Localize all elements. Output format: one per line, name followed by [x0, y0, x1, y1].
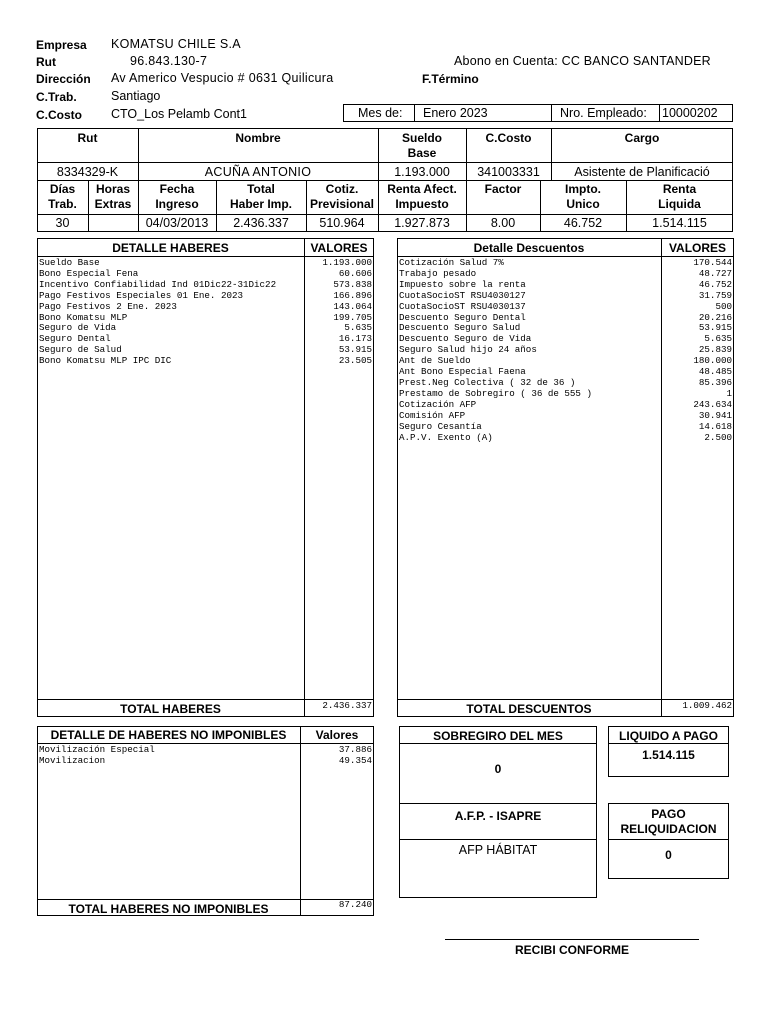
haber-item: Pago Festivos Especiales 01 Ene. 2023: [39, 290, 243, 301]
th-dias-trab: Días Trab.: [48, 182, 77, 211]
no-imponible-item: Movilizacion: [39, 755, 106, 766]
td-rut: 8334329-K: [56, 165, 119, 179]
haber-value: 16.173: [338, 334, 372, 345]
total-haberes-label: TOTAL HABERES: [120, 702, 221, 716]
haber-value: 1.193.000: [322, 258, 372, 268]
th-factor: Factor: [484, 182, 522, 196]
descuento-item: Ant Bono Especial Faena: [399, 367, 526, 378]
th-impto-unico: Impto. Unico: [565, 182, 601, 211]
td-renta-afect: 1.927.873: [394, 216, 450, 230]
descuento-item: CuotaSocioST RSU4030127: [399, 290, 526, 301]
ctrab-value: Santiago: [111, 89, 161, 103]
descuento-value: 2.500: [704, 432, 732, 443]
no-imponibles-valores-title: Valores: [315, 728, 359, 742]
no-imponibles-values: [302, 745, 372, 767]
descuento-value: 1: [726, 388, 732, 399]
descuento-item: Prest.Neg Colectiva ( 32 de 36 ): [399, 377, 576, 388]
haber-item: Pago Festivos 2 Ene. 2023: [39, 301, 177, 312]
mes-label: Mes de:: [358, 106, 403, 120]
recibi-conforme-label: RECIBI CONFORME: [515, 943, 629, 957]
td-renta-liquida: 1.514.115: [652, 216, 707, 230]
descuentos-title: Detalle Descuentos: [473, 241, 585, 255]
td-ccosto: 341003331: [477, 165, 540, 179]
haber-value: 53.915: [338, 345, 372, 356]
descuento-value: 85.396: [698, 377, 732, 388]
descuento-item: Seguro Cesantía: [399, 421, 482, 432]
descuento-item: Impuesto sobre la renta: [399, 279, 526, 290]
descuento-item: A.P.V. Exento (A): [399, 432, 493, 443]
descuento-item: CuotaSocioST RSU4030137: [399, 301, 526, 312]
descuento-item: Cotización AFP: [399, 399, 477, 410]
th-ccosto: C.Costo: [485, 131, 532, 145]
afp-isapre-value: AFP HÁBITAT: [458, 843, 538, 857]
no-imponible-item: Movilización Especial: [39, 745, 155, 755]
total-no-imponibles-label: TOTAL HABERES NO IMPONIBLES: [68, 902, 269, 916]
ctrab-label: C.Trab.: [36, 90, 77, 104]
th-fecha-ingreso: Fecha Ingreso: [155, 182, 199, 211]
haber-value: 573.838: [333, 279, 372, 290]
th-horas-extras: Horas Extras: [94, 182, 132, 211]
descuento-value: 48.727: [698, 268, 732, 279]
ccosto-label: C.Costo: [36, 108, 82, 122]
direccion-value: Av Americo Vespucio # 0631 Quilicura: [111, 71, 334, 85]
descuento-value: 243.634: [693, 399, 732, 410]
td-factor: 8.00: [490, 216, 516, 230]
no-imponible-value: 37.886: [338, 745, 372, 755]
descuentos-valores-title: VALORES: [668, 241, 727, 255]
sobregiro-title: SOBREGIRO DEL MES: [433, 729, 563, 743]
sobregiro-value: 0: [494, 762, 502, 776]
no-imponibles-title: DETALLE DE HABERES NO IMPONIBLES: [50, 728, 287, 742]
haber-item: Seguro de Salud: [39, 345, 122, 356]
th-nombre: Nombre: [235, 131, 281, 145]
th-sueldo-base: Sueldo Base: [401, 131, 442, 160]
td-impto-unico: 46.752: [563, 216, 603, 230]
descuentos-items: [399, 258, 659, 443]
td-dias-trab: 30: [55, 216, 70, 230]
ftermino-label: F.Término: [422, 72, 479, 86]
descuento-value: 170.544: [693, 258, 732, 268]
td-nombre: ACUÑA ANTONIO: [204, 165, 312, 179]
descuento-item: Prestamo de Sobregiro ( 36 de 555 ): [399, 388, 592, 399]
th-renta-afect: Renta Afect. Impuesto: [387, 182, 457, 211]
direccion-label: Dirección: [36, 72, 91, 86]
no-imponibles-items: [39, 745, 298, 767]
nro-empleado-value: 10000202: [662, 106, 718, 120]
td-fecha-ingreso: 04/03/2013: [145, 216, 209, 230]
total-no-imponibles-value: 87.240: [338, 899, 372, 910]
no-imponible-value: 49.354: [338, 755, 372, 766]
haberes-values: [306, 258, 372, 367]
th-cargo: Cargo: [624, 131, 660, 145]
empresa-label: Empresa: [36, 38, 87, 52]
reliquidacion-value: 0: [665, 848, 672, 862]
afp-isapre-title: A.F.P. - ISAPRE: [454, 809, 542, 823]
descuento-value: 25.839: [698, 345, 732, 356]
descuento-value: 180.000: [693, 356, 732, 367]
descuento-value: 5.635: [704, 334, 732, 345]
abono-cuenta: Abono en Cuenta: CC BANCO SANTANDER: [454, 54, 711, 68]
haberes-valores-title: VALORES: [310, 241, 368, 255]
haber-item: Bono Komatsu MLP: [39, 312, 128, 323]
rut-label: Rut: [36, 55, 56, 69]
haber-item: Bono Especial Fena: [39, 268, 139, 279]
th-total-haber-imp: Total Haber Imp.: [229, 182, 292, 211]
ccosto-value: CTO_Los Pelamb Cont1: [111, 107, 247, 121]
haber-value: 5.635: [344, 323, 372, 334]
descuento-value: 500: [715, 301, 732, 312]
descuento-item: Descuento Seguro Salud: [399, 323, 521, 334]
haber-item: Incentivo Confiabilidad Ind 01Dic22-31Dic22: [39, 279, 277, 290]
haberes-items: [39, 258, 302, 367]
haber-value: 143.064: [333, 301, 372, 312]
liquido-pago-value: 1.514.115: [642, 748, 695, 762]
haber-value: 23.505: [338, 356, 372, 367]
signature-line: [445, 939, 699, 940]
descuento-item: Ant de Sueldo: [399, 356, 471, 367]
total-descuentos-value: 1.009.462: [682, 700, 732, 711]
descuento-value: 53.915: [698, 323, 732, 334]
haber-value: 199.705: [333, 312, 372, 323]
descuento-item: Comisión AFP: [399, 410, 466, 421]
descuento-value: 14.618: [698, 421, 732, 432]
descuento-item: Descuento Seguro Dental: [399, 312, 526, 323]
liquido-pago-title: LIQUIDO A PAGO: [619, 729, 718, 743]
descuento-item: Seguro Salud hijo 24 años: [399, 345, 537, 356]
th-renta-liquida: Renta Liquida: [658, 182, 701, 211]
descuentos-values: [663, 258, 732, 443]
haber-value: 60.606: [338, 268, 372, 279]
th-cotiz-previsional: Cotiz. Previsional: [309, 182, 375, 211]
nro-empleado-label: Nro. Empleado:: [560, 106, 647, 120]
haber-item: Bono Komatsu MLP IPC DIC: [39, 356, 172, 367]
haberes-title: DETALLE HABERES: [112, 241, 229, 255]
empresa-value: KOMATSU CHILE S.A: [111, 37, 241, 51]
total-descuentos-label: TOTAL DESCUENTOS: [466, 702, 592, 716]
descuento-value: 30.941: [698, 410, 732, 421]
descuento-value: 20.216: [698, 312, 732, 323]
th-rut: Rut: [77, 131, 98, 145]
total-haberes-value: 2.436.337: [322, 700, 372, 711]
descuento-value: 46.752: [698, 279, 732, 290]
descuento-item: Cotización Salud 7%: [399, 258, 504, 268]
haber-item: Sueldo Base: [39, 258, 100, 268]
haber-value: 166.896: [333, 290, 372, 301]
haber-item: Seguro Dental: [39, 334, 111, 345]
td-cargo: Asistente de Planificació: [574, 165, 710, 179]
descuento-value: 31.759: [698, 290, 732, 301]
haber-item: Seguro de Vida: [39, 323, 117, 334]
td-sueldo-base: 1.193.000: [394, 165, 450, 179]
rut-value: 96.843.130-7: [130, 54, 208, 68]
reliquidacion-title: PAGO RELIQUIDACION: [620, 807, 717, 836]
descuento-item: Descuento Seguro de Vida: [399, 334, 532, 345]
td-total-haber-imp: 2.436.337: [233, 216, 289, 230]
td-cotiz-previsional: 510.964: [319, 216, 365, 230]
descuento-item: Trabajo pesado: [399, 268, 477, 279]
descuento-value: 48.485: [698, 367, 732, 378]
mes-value: Enero 2023: [423, 106, 488, 120]
